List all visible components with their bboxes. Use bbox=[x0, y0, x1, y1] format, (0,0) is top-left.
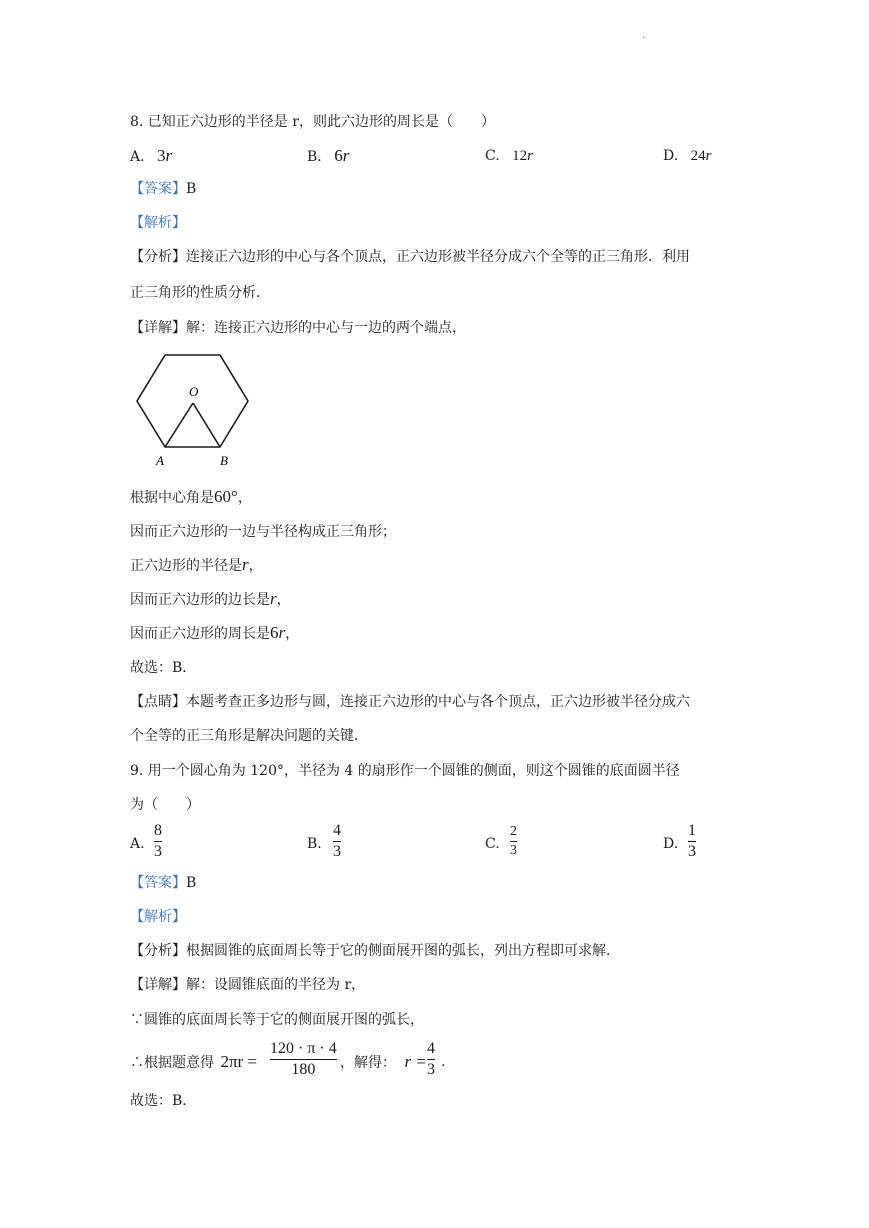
q8-option-c[interactable]: C. 12r bbox=[485, 148, 533, 164]
q8-fenxi-cont: 正三角形的性质分析． bbox=[130, 285, 270, 301]
q9-option-d-fraction: 1 3 bbox=[688, 822, 696, 860]
q8-option-b[interactable]: B. 6r bbox=[307, 146, 350, 165]
q9-equation-line: ∴根据题意得 2πr = bbox=[130, 1052, 258, 1071]
q9-analysis-tag: 【解析】 bbox=[130, 909, 186, 925]
q9-stem-cont: 为（ ） bbox=[130, 797, 200, 813]
q8-fenxi: 【分析】连接正六边形的中心与各个顶点，正六边形被半径分成六个全等的正三角形．利用 bbox=[130, 249, 690, 265]
label-a: A bbox=[156, 453, 164, 468]
q8-stem: 8. 已知正六边形的半径是 r，则此六边形的周长是（ ） bbox=[130, 114, 495, 130]
q8-step3: 正六边形的半径是r， bbox=[130, 555, 263, 574]
q9-option-b-fraction: 4 3 bbox=[333, 822, 341, 860]
q8-dianjing: 【点睛】本题考查正多边形与圆，连接正六边形的中心与各个顶点，正六边形被半径分成六 bbox=[130, 694, 690, 710]
q9-option-a[interactable]: A. bbox=[130, 836, 145, 852]
q8-xiangjie: 【详解】解：连接正六边形的中心与一边的两个端点， bbox=[130, 320, 466, 336]
q9-option-c-fraction: 2 3 bbox=[510, 824, 517, 858]
q8-step5: 因而正六边形的周长是6r， bbox=[130, 623, 300, 642]
q9-option-c[interactable]: C. bbox=[485, 836, 500, 852]
answer-tag: 【答案】 bbox=[130, 181, 186, 197]
q8-option-a[interactable]: A. 3r bbox=[130, 146, 173, 165]
q8-answer: 【答案】B bbox=[130, 181, 197, 197]
answer-tag: 【答案】 bbox=[130, 875, 186, 891]
q8-dianjing-cont: 个全等的正三角形是解决问题的关键． bbox=[130, 728, 368, 744]
q9-fenxi: 【分析】根据圆锥的底面周长等于它的侧面展开图的弧长，列出方程即可求解． bbox=[130, 943, 620, 959]
solution-end: . bbox=[441, 1054, 446, 1070]
q9-option-d[interactable]: D. bbox=[663, 836, 679, 852]
q9-solve-line: ，解得： r = bbox=[340, 1052, 427, 1071]
q9-choose: 故选：B． bbox=[130, 1093, 197, 1109]
q9-stem: 9. 用一个圆心角为 120°，半径为 4 的扇形作一个圆锥的侧面，则这个圆锥的底面圆半径 bbox=[130, 763, 680, 779]
solution-fraction: 4 3 bbox=[427, 1040, 435, 1078]
q8-step2: 因而正六边形的一边与半径构成正三角形； bbox=[130, 524, 396, 540]
q8-step1: 根据中心角是60°， bbox=[130, 487, 252, 506]
q9-option-a-fraction: 8 3 bbox=[154, 822, 162, 860]
q8-choose: 故选：B． bbox=[130, 660, 197, 676]
q9-option-b[interactable]: B. bbox=[307, 836, 322, 852]
hexagon-figure bbox=[130, 348, 260, 473]
q9-xiangjie: 【详解】解：设圆锥底面的半径为 r， bbox=[130, 977, 366, 993]
header-mark: . bbox=[642, 30, 646, 41]
equation-lhs: 2πr = bbox=[220, 1052, 258, 1071]
equation-fraction: 120 · π · 4 180 bbox=[270, 1040, 337, 1078]
q8-step4: 因而正六边形的边长是r， bbox=[130, 589, 291, 608]
label-b: B bbox=[220, 453, 228, 468]
q8-option-d[interactable]: D. 24r bbox=[663, 148, 712, 164]
label-o: O bbox=[189, 384, 199, 399]
q9-answer: 【答案】B bbox=[130, 875, 197, 891]
q9-because: ∵圆锥的底面周长等于它的侧面展开图的弧长， bbox=[130, 1012, 424, 1028]
q8-analysis-tag: 【解析】 bbox=[130, 215, 186, 231]
